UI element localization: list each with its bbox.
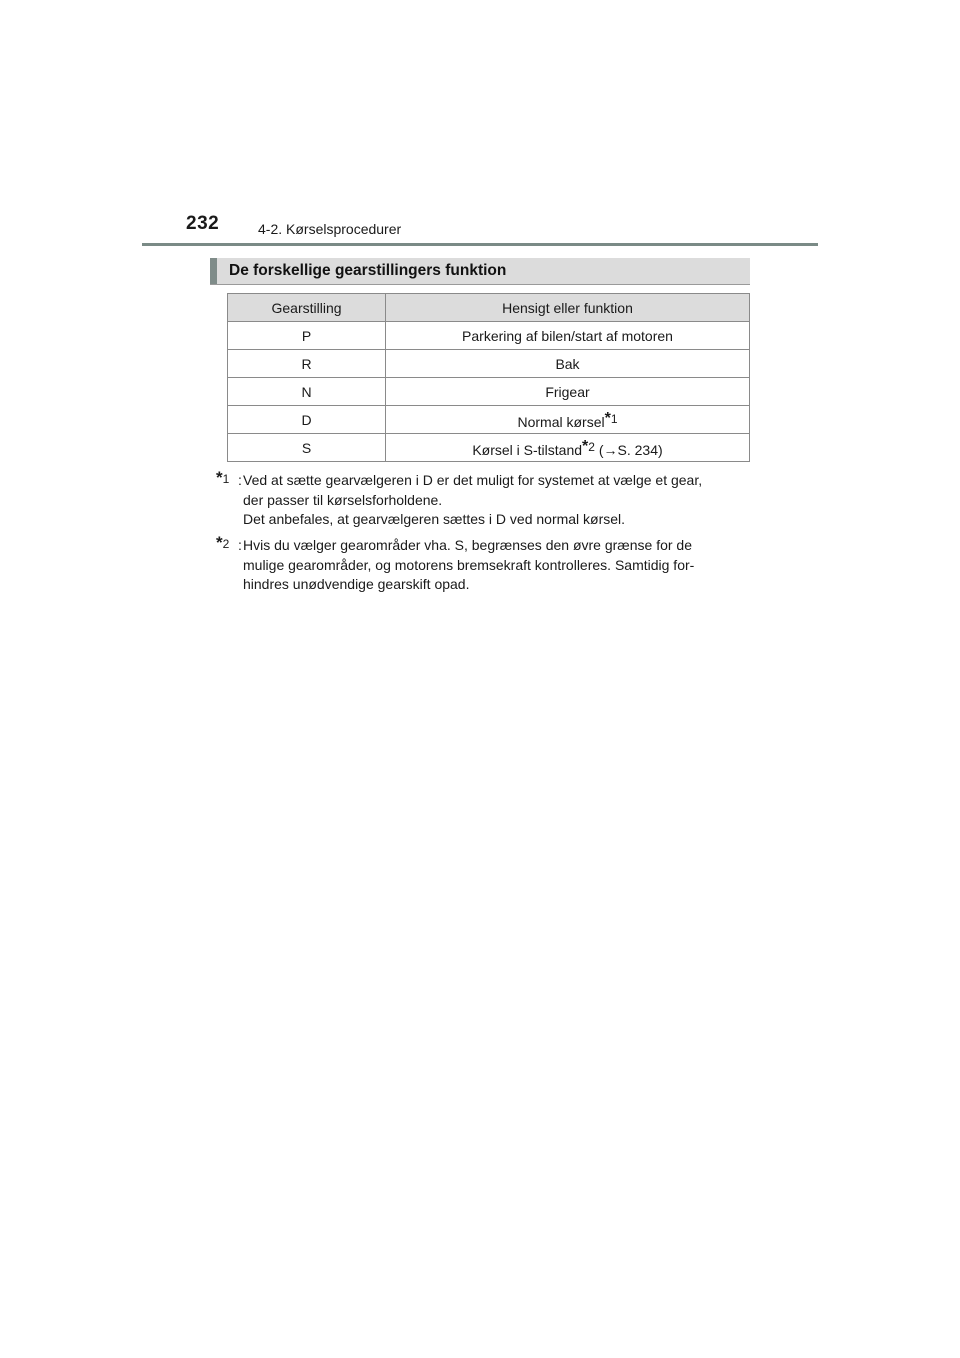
page-number: 232 bbox=[186, 213, 220, 234]
footnote-body bbox=[238, 536, 746, 595]
table-row bbox=[228, 378, 750, 406]
function-text: Parkering af bilen/start af motoren bbox=[462, 327, 673, 344]
footnote-line: mulige gearområder, og motorens bremsekraft kontrolleres. Samtidig for- bbox=[243, 556, 695, 573]
page-reference: (→S. 234) bbox=[594, 441, 663, 458]
table-header-row bbox=[228, 294, 750, 322]
gear-table bbox=[227, 293, 750, 462]
cell-position: N bbox=[228, 378, 386, 406]
table-row bbox=[228, 350, 750, 378]
cell-function bbox=[386, 378, 750, 406]
asterisk-icon: * bbox=[216, 533, 223, 552]
cell-function bbox=[386, 350, 750, 378]
footnote-ref-number: 1 bbox=[610, 411, 618, 426]
footnote-ref bbox=[604, 409, 618, 427]
section-name: 4-2. Kørselsprocedurer bbox=[258, 221, 402, 237]
cell-function bbox=[386, 322, 750, 350]
cell-position: S bbox=[228, 434, 386, 462]
cell-position: D bbox=[228, 406, 386, 434]
footnote-body bbox=[238, 471, 746, 530]
column-header-function: Hensigt eller funktion bbox=[386, 294, 750, 322]
cell-position: R bbox=[228, 350, 386, 378]
table-row bbox=[228, 406, 750, 434]
footnote-marker bbox=[216, 468, 229, 490]
footnote-ref-number: 2 bbox=[588, 439, 595, 454]
footnote-line: der passer til kørselsforholdene. bbox=[243, 491, 443, 508]
footnote-line: Det anbefales, at gearvælgeren sættes i D ved normal kørsel. bbox=[243, 511, 626, 527]
table-row bbox=[228, 434, 750, 462]
asterisk-icon: * bbox=[604, 409, 611, 427]
footnote bbox=[216, 468, 746, 530]
footnote-colon: : bbox=[238, 537, 242, 553]
section-heading bbox=[210, 258, 750, 284]
function-text: Kørsel i S-tilstand bbox=[472, 441, 583, 458]
cell-position: P bbox=[228, 322, 386, 350]
function-text: Frigear bbox=[545, 383, 590, 400]
asterisk-icon: * bbox=[216, 468, 223, 487]
cell-function bbox=[386, 406, 750, 434]
footnote-colon: : bbox=[238, 472, 242, 488]
header-rule bbox=[142, 243, 818, 246]
footnote-marker-number: 1 bbox=[222, 472, 230, 486]
asterisk-icon: * bbox=[582, 437, 589, 455]
table-row bbox=[228, 322, 750, 350]
footnote-line: Hvis du vælger gearområder vha. S, begrænses den øvre grænse for de bbox=[243, 537, 692, 553]
footnote bbox=[216, 533, 746, 595]
function-text: Normal kørsel bbox=[517, 413, 605, 430]
column-header-position: Gearstilling bbox=[228, 294, 386, 322]
section-heading-text: De forskellige gearstillingers funktion bbox=[229, 262, 507, 279]
section-heading-underline bbox=[210, 284, 750, 285]
footnote-line: hindres unødvendige gearskift opad. bbox=[243, 576, 470, 592]
footnote-ref bbox=[582, 437, 595, 455]
footnote-marker bbox=[216, 533, 229, 555]
footnote-line: Ved at sætte gearvælgeren i D er det muligt for systemet at vælge et gear, bbox=[243, 472, 703, 488]
footnote-marker-number: 2 bbox=[222, 537, 230, 551]
cell-function bbox=[386, 434, 750, 462]
function-text: Bak bbox=[555, 355, 580, 372]
